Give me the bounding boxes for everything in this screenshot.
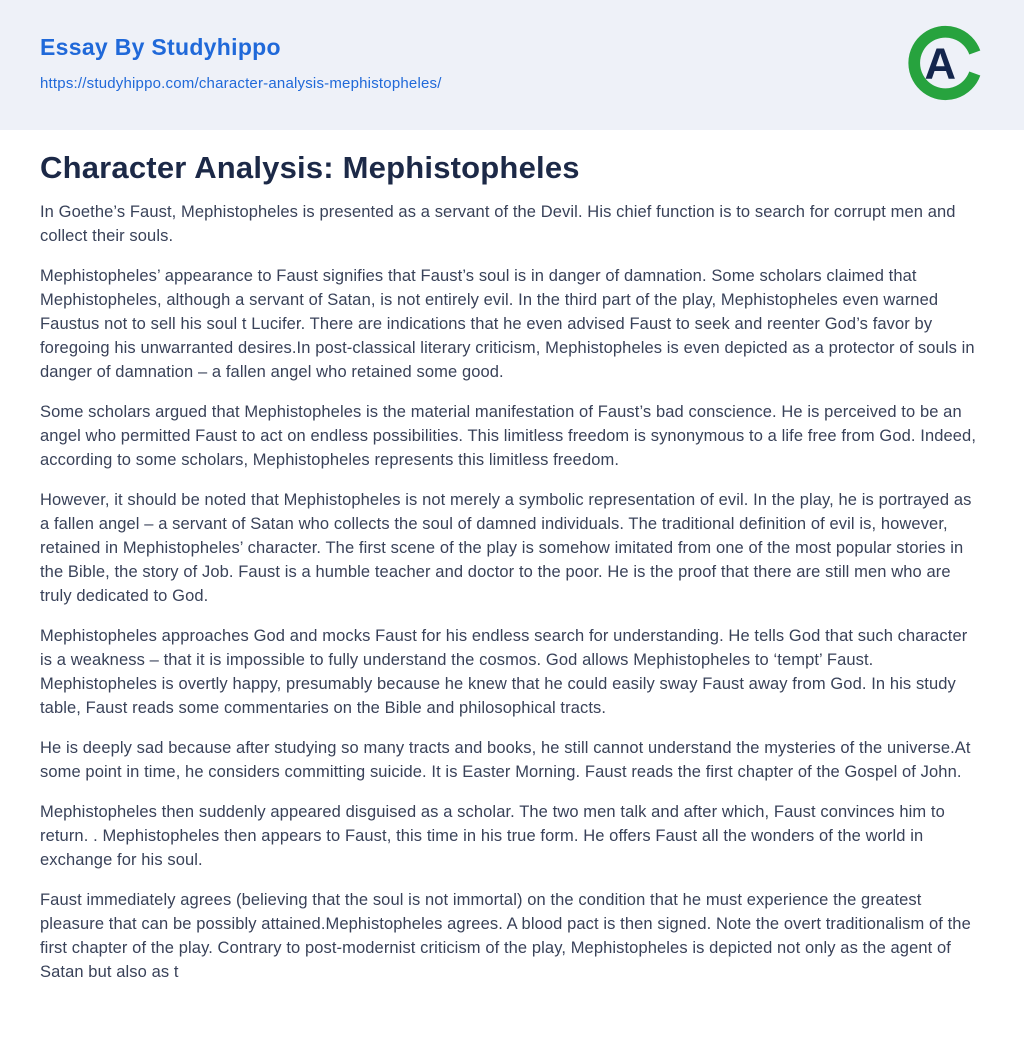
article-paragraph: Faust immediately agrees (believing that the soul is not immortal) on the condition that he must experience the greatest pleasure that can be possibly attained.Mephistopheles agrees. A blood pact is then signed. Note the overt traditionalism of the first chapter of the play. Contrary to post-modernist criticism of the play, Mephistopheles is depicted not only as the agent of Satan but also as t xyxy=(40,891,971,981)
page-header xyxy=(0,0,1024,130)
site-title: Essay By Studyhippo xyxy=(40,34,281,60)
article-paragraph: He is deeply sad because after studying so many tracts and books, he still cannot understand the mysteries of the universe.At some point in time, he considers committing suicide. It is Easter Morning. Faust reads the first chapter of the Gospel of John. xyxy=(40,739,971,781)
studyhippo-logo xyxy=(906,24,984,102)
article-title: Character Analysis: Mephistopheles xyxy=(40,150,580,185)
article-paragraph: Mephistopheles then suddenly appeared disguised as a scholar. The two men talk and after which, Faust convinces him to return. . Mephistopheles then appears to Faust, this time in his true form. He offers Faust all the wonders of the world in exchange for his soul. xyxy=(40,803,945,869)
article-paragraph: In Goethe’s Faust, Mephistopheles is presented as a servant of the Devil. His chief function is to search for corrupt men and collect their souls. xyxy=(40,203,956,245)
source-url-link[interactable]: https://studyhippo.com/character-analysis-mephistopheles/ xyxy=(40,75,442,92)
article xyxy=(0,130,1024,1030)
article-paragraph: Some scholars argued that Mephistopheles is the material manifestation of Faust’s bad conscience. He is perceived to be an angel who permitted Faust to act on endless possibilities. This limitless freedom is synonymous to a life free from God. Indeed, according to some scholars, Mephistopheles represents this limitless freedom. xyxy=(40,403,977,469)
logo-graphic xyxy=(906,24,984,102)
article-paragraph: Mephistopheles’ appearance to Faust signifies that Faust’s soul is in danger of damnation. Some scholars claimed that Mephistopheles, although a servant of Satan, is not entirely evil. In the third part of the play, Mephistopheles even warned Faustus not to sell his soul t Lucifer. There are indications that he even advised Faust to seek and reenter God’s favor by foregoing his unwarranted desires.In post-classical literary criticism, Mephistopheles is even depicted as a protector of souls in danger of damnation – a fallen angel who retained some good. xyxy=(40,267,975,381)
header-text-block xyxy=(40,34,442,93)
article-paragraph: However, it should be noted that Mephistopheles is not merely a symbolic representation of evil. In the play, he is portrayed as a fallen angel – a servant of Satan who collects the soul of damned individuals. The traditional definition of evil is, however, retained in Mephistopheles’ character. The first scene of the play is somehow imitated from one of the most popular stories in the Bible, the story of Job. Faust is a humble teacher and doctor to the poor. He is the proof that there are still men who are truly dedicated to God. xyxy=(40,491,972,605)
article-paragraph: Mephistopheles approaches God and mocks Faust for his endless search for understanding. He tells God that such character is a weakness – that it is impossible to fully understand the cosmos. God allows Mephistopheles to ‘tempt’ Faust. Mephistopheles is overtly happy, presumably because he knew that he could easily sway Faust away from God. In his study table, Faust reads some commentaries on the Bible and philosophical tracts. xyxy=(40,627,968,717)
logo-letter: A xyxy=(924,39,957,89)
article-body xyxy=(40,200,984,984)
